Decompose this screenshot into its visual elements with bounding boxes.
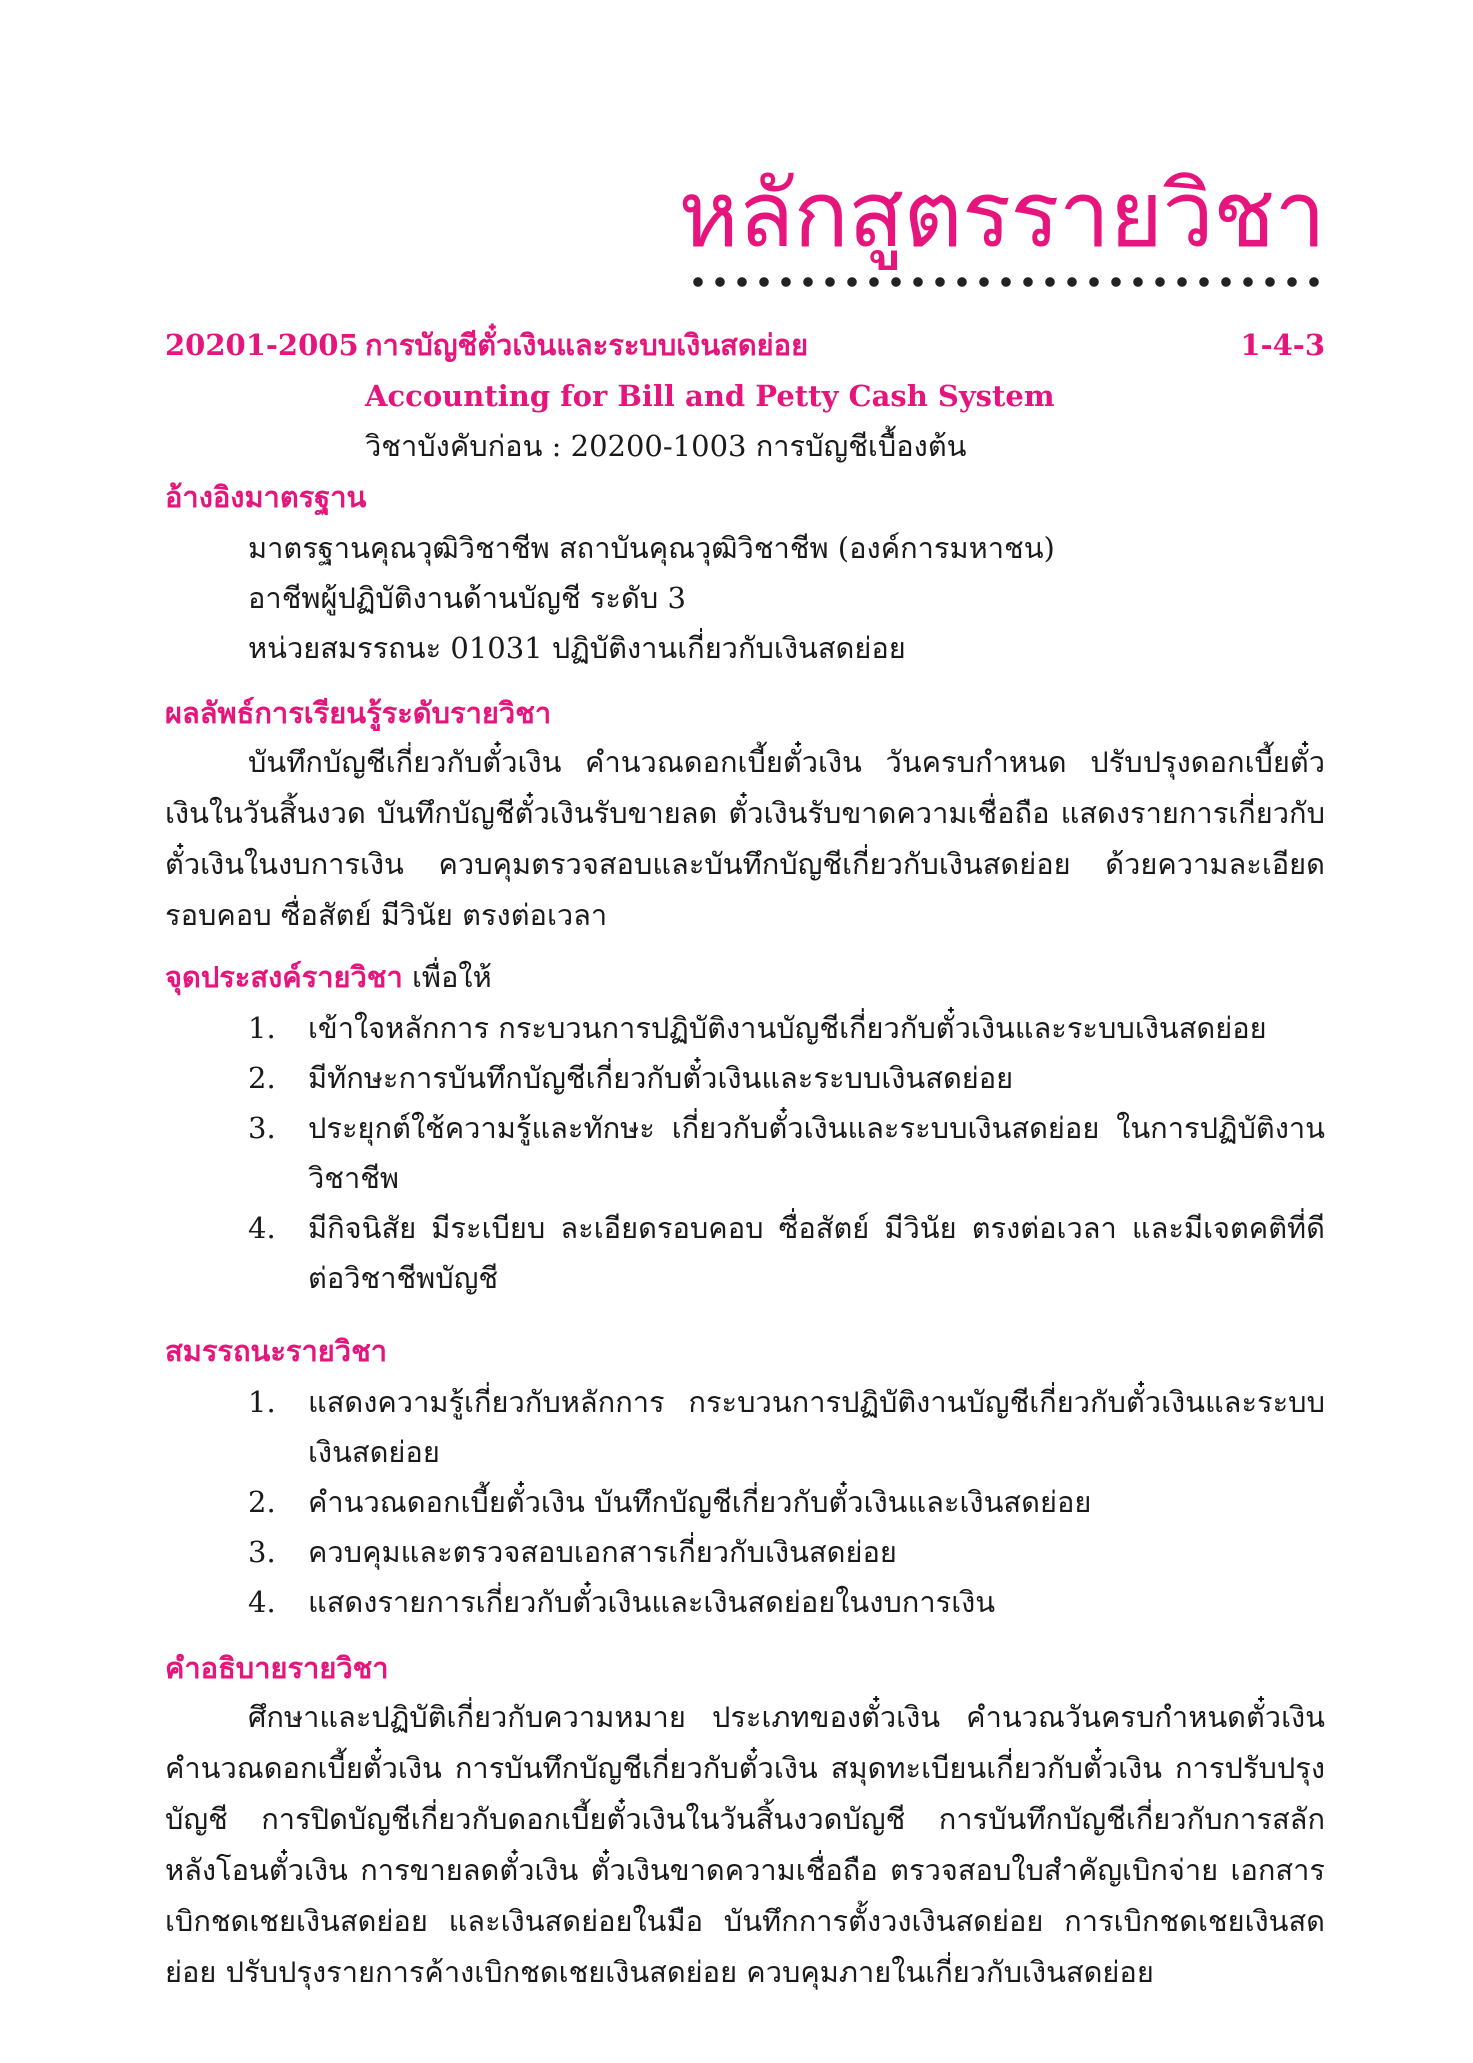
section-heading-description: คำอธิบายรายวิชา bbox=[165, 1651, 389, 1685]
prerequisite: วิชาบังคับก่อน : 20200-1003 การบัญชีเบื้องต้น bbox=[365, 429, 967, 463]
standard-line: หน่วยสมรรถนะ 01031 ปฏิบัติงานเกี่ยวกับเงินสดย่อย bbox=[248, 631, 906, 665]
page-title: หลักสูตรรายวิชา bbox=[678, 161, 1325, 268]
description-paragraph: ศึกษาและปฏิบัติเกี่ยวกับความหมาย ประเภทของตั๋วเงิน คำนวณวันครบกำหนดตั๋วเงิน คำนวณดอกเบี้ยตั๋วเงิน การบันทึกบัญชีเกี่ยวกับตั๋วเงิน สมุดทะเบียนเกี่ยวกับตั๋วเงิน การปรับปรุงบัญชี การปิดบัญชีเกี่ยวกับดอกเบี้ยตั๋วเงินในวันสิ้นงวดบัญชี การบันทึกบัญชีเกี่ยวกับการสลักหลังโอนตั๋วเงิน การขายลดตั๋วเงิน ตั๋วเงินขาดความเชื่อถือ ตรวจสอบใบสำคัญเบิกจ่าย เอกสารเบิกชดเชยเงินสดย่อย และเงินสดย่อยในมือ บันทึกการตั้งวงเงินสดย่อย การเบิกชดเชยเงินสดย่อย ปรับปรุงรายการค้างเบิกชดเชยเงินสดย่อย ควบคุมภายในเกี่ยวกับเงินสดย่อย bbox=[165, 1700, 1325, 1989]
item-number: 3. bbox=[248, 1111, 276, 1145]
item-text: แสดงความรู้เกี่ยวกับหลักการ กระบวนการปฏิบัติงานบัญชีเกี่ยวกับตั๋วเงินและระบบเงินสดย่อย bbox=[308, 1385, 1325, 1469]
item-number: 4. bbox=[248, 1585, 276, 1619]
list-item bbox=[248, 1577, 1325, 1627]
item-text: มีกิจนิสัย มีระเบียบ ละเอียดรอบคอบ ซื่อสัตย์ มีวินัย ตรงต่อเวลา และมีเจตคติที่ดีต่อวิชาชีพบัญชี bbox=[308, 1211, 1325, 1295]
outcomes-paragraph: บันทึกบัญชีเกี่ยวกับตั๋วเงิน คำนวณดอกเบี้ยตั๋วเงิน วันครบกำหนด ปรับปรุงดอกเบี้ยตั๋วเงินในวันสิ้นงวด บันทึกบัญชีตั๋วเงินรับขายลด ตั๋วเงินรับขาดความเชื่อถือ แสดงรายการเกี่ยวกับตั๋วเงินในงบการเงิน ควบคุมตรวจสอบและบันทึกบัญชีเกี่ยวกับเงินสดย่อย ด้วยความละเอียดรอบคอบ ซื่อสัตย์ มีวินัย ตรงต่อเวลา bbox=[165, 745, 1325, 932]
course-name-th: การบัญชีตั๋วเงินและระบบเงินสดย่อย bbox=[365, 328, 809, 362]
item-text: มีทักษะการบันทึกบัญชีเกี่ยวกับตั๋วเงินและระบบเงินสดย่อย bbox=[308, 1061, 1014, 1095]
list-item bbox=[248, 1053, 1325, 1103]
course-header bbox=[165, 322, 1325, 368]
objectives-list bbox=[248, 1003, 1325, 1303]
section-heading-outcomes: ผลลัพธ์การเรียนรู้ระดับรายวิชา bbox=[165, 696, 552, 730]
list-item bbox=[248, 1203, 1325, 1303]
list-item bbox=[248, 1103, 1325, 1203]
list-item bbox=[248, 1377, 1325, 1477]
item-text: เข้าใจหลักการ กระบวนการปฏิบัติงานบัญชีเกี่ยวกับตั๋วเงินและระบบเงินสดย่อย bbox=[308, 1011, 1267, 1045]
standard-line: มาตรฐานคุณวุฒิวิชาชีพ สถาบันคุณวุฒิวิชาชีพ (องค์การมหาชน) bbox=[248, 531, 1055, 565]
list-item bbox=[248, 1003, 1325, 1053]
competencies-list bbox=[248, 1377, 1325, 1627]
item-text: ประยุกต์ใช้ความรู้และทักษะ เกี่ยวกับตั๋วเงินและระบบเงินสดย่อย ในการปฏิบัติงานวิชาชีพ bbox=[308, 1111, 1325, 1195]
list-item bbox=[248, 1527, 1325, 1577]
course-name-en: Accounting for Bill and Petty Cash System bbox=[365, 379, 1055, 413]
course-code: 20201-2005 bbox=[165, 328, 359, 362]
section-heading-competencies: สมรรถนะรายวิชา bbox=[165, 1334, 388, 1368]
section-heading-standard: อ้างอิงมาตรฐาน bbox=[165, 480, 367, 514]
standard-line: อาชีพผู้ปฏิบัติงานด้านบัญชี ระดับ 3 bbox=[248, 581, 686, 615]
item-number: 1. bbox=[248, 1385, 276, 1419]
objectives-heading-suffix: เพื่อให้ bbox=[402, 960, 492, 994]
course-credits: 1-4-3 bbox=[1240, 328, 1325, 362]
item-number: 4. bbox=[248, 1211, 276, 1245]
item-text: คำนวณดอกเบี้ยตั๋วเงิน บันทึกบัญชีเกี่ยวกับตั๋วเงินและเงินสดย่อย bbox=[308, 1485, 1092, 1519]
list-item bbox=[248, 1477, 1325, 1527]
item-text: ควบคุมและตรวจสอบเอกสารเกี่ยวกับเงินสดย่อย bbox=[308, 1535, 897, 1569]
item-number: 2. bbox=[248, 1485, 276, 1519]
item-text: แสดงรายการเกี่ยวกับตั๋วเงินและเงินสดย่อยในงบการเงิน bbox=[308, 1585, 996, 1619]
item-number: 2. bbox=[248, 1061, 276, 1095]
dotted-rule bbox=[685, 272, 1325, 292]
item-number: 3. bbox=[248, 1535, 276, 1569]
objectives-heading-label: จุดประสงค์รายวิชา bbox=[165, 960, 403, 994]
item-number: 1. bbox=[248, 1011, 276, 1045]
section-heading-objectives bbox=[165, 954, 492, 1000]
